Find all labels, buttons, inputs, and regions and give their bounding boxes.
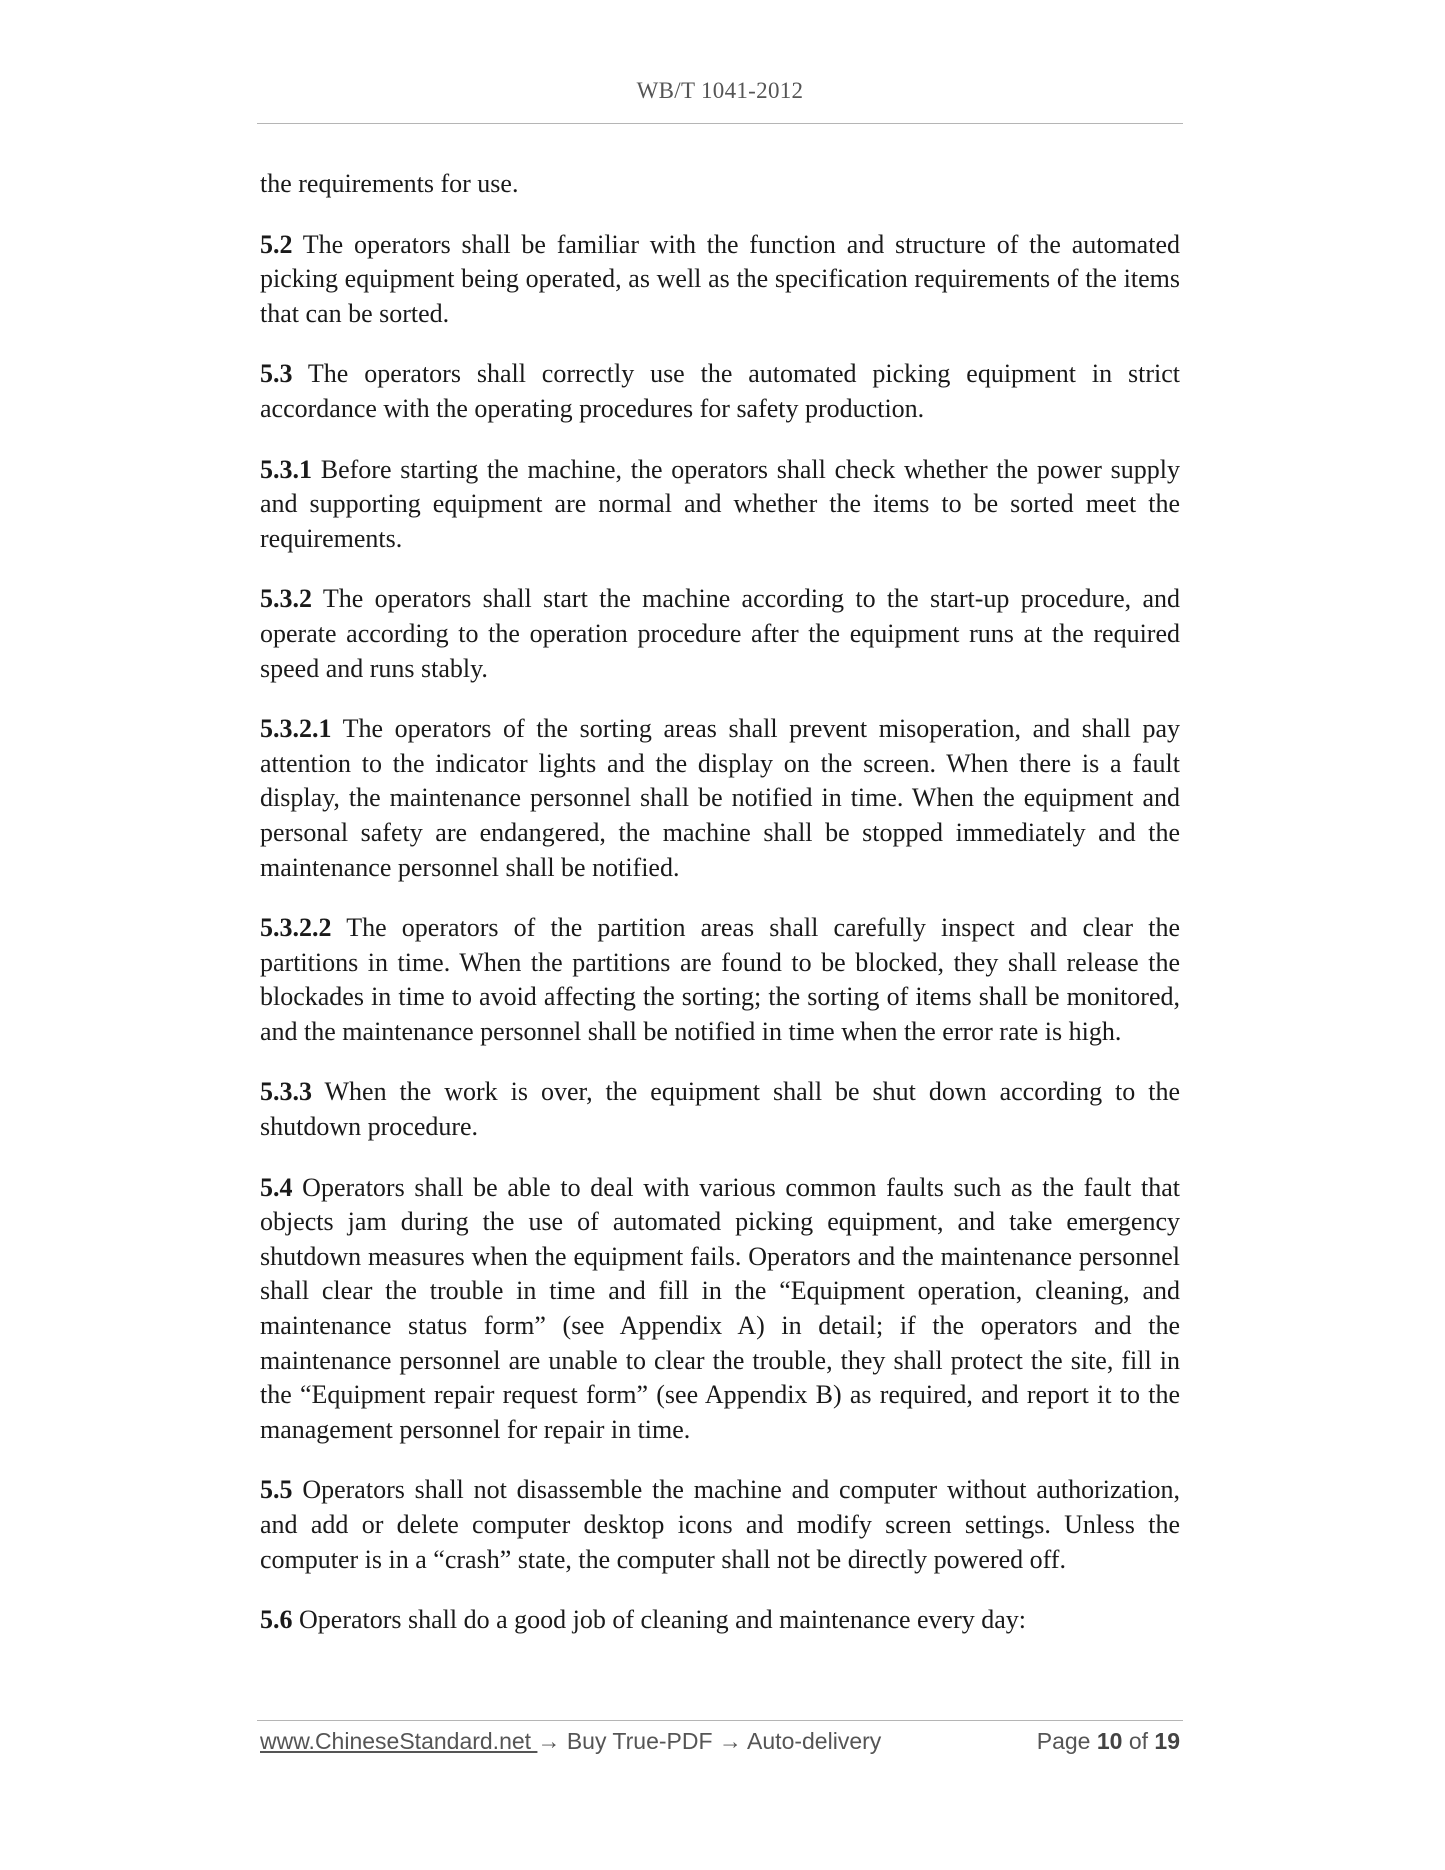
paragraph-text: Operators shall be able to deal with various common faults such as the fault that objects jam during the use of automated picking equipment, and take emergency shutdown measures when the equipment fails. Operators and the maintenance personnel shall clear the trouble in time and fill in the “Equipment operation, cleaning, and maintenance status form” (see Appendix A) in detail; if the operators and the maintenance personnel are unable to clear the trouble, they shall protect the site, fill in the “Equipment repair request form” (see Appendix B) as required, and report it to the management personnel for repair in time. (260, 1172, 1180, 1444)
page-current: 10 (1096, 1728, 1123, 1754)
paragraph-text: The operators shall be familiar with the function and structure of the automated picking equipment being operated, as well as the specification requirements of the items that can be sorted. (260, 229, 1180, 328)
paragraph (260, 228, 1180, 332)
paragraph-text: The operators of the sorting areas shall prevent misoperation, and shall pay attention to the indicator lights and the display on the screen. When there is a fault display, the maintenance personnel shall be notified in time. When the equipment and personal safety are endangered, the machine shall be stopped immediately and the maintenance personnel shall be notified. (260, 714, 1180, 882)
paragraph (260, 453, 1180, 557)
paragraph (260, 357, 1180, 426)
of-word: of (1122, 1728, 1155, 1754)
paragraph-text: Operators shall do a good job of cleaning and maintenance every day: (292, 1605, 1027, 1635)
clause-number: 5.3.3 (260, 1077, 312, 1107)
clause-number: 5.3.2 (260, 584, 312, 614)
paragraph-text: Operators shall not disassemble the machine and computer without authorization, and add or delete computer desktop icons and modify screen settings. Unless the computer is in a “crash” state, the computer shall not be directly powered off. (260, 1475, 1180, 1574)
paragraph (260, 1075, 1180, 1144)
paragraph-text: The operators shall start the machine according to the start-up procedure, and operate according to the operation procedure after the equipment runs at the required speed and runs stably. (260, 584, 1180, 683)
clause-number: 5.5 (260, 1475, 293, 1505)
footer-nav-text: → Buy True-PDF → Auto-delivery (537, 1728, 882, 1754)
clause-number: 5.3 (260, 359, 293, 389)
paragraph (260, 167, 1180, 202)
paragraph (260, 1603, 1180, 1638)
paragraph-text: The operators of the partition areas shall carefully inspect and clear the partitions in time. When the partitions are found to be blocked, they shall release the blockades in time to avoid affecting the sorting; the sorting of items shall be monitored, and the maintenance personnel shall be notified in time when the error rate is high. (260, 913, 1180, 1046)
document-header: WB/T 1041-2012 (636, 78, 804, 103)
paragraph (260, 1171, 1180, 1448)
paragraph (260, 582, 1180, 686)
clause-number: 5.6 (260, 1605, 293, 1635)
paragraph-text: The operators shall correctly use the automated picking equipment in strict accordance with the operating procedures for safety production. (260, 359, 1180, 423)
paragraph (260, 1473, 1180, 1577)
paragraph (260, 911, 1180, 1049)
document-body (260, 167, 1180, 1664)
page-footer (260, 1728, 1180, 1762)
clause-number: 5.3.2.1 (260, 714, 332, 744)
paragraph-text: the requirements for use. (260, 169, 519, 198)
page-indicator (1037, 1728, 1180, 1755)
clause-number: 5.3.2.2 (260, 913, 332, 943)
paragraph-text: When the work is over, the equipment shall be shut down according to the shutdown procedure. (260, 1077, 1180, 1142)
paragraph-text: Before starting the machine, the operators shall check whether the power supply and supporting equipment are normal and whether the items to be sorted meet the requirements. (260, 454, 1180, 553)
clause-number: 5.4 (260, 1172, 293, 1202)
header-divider (257, 123, 1183, 124)
website-link[interactable]: www.ChineseStandard.net (260, 1728, 538, 1754)
clause-number: 5.3.1 (260, 454, 312, 484)
clause-number: 5.2 (260, 229, 293, 259)
footer-links (260, 1728, 881, 1755)
footer-divider (257, 1720, 1183, 1721)
page-word: Page (1036, 1728, 1097, 1754)
page-total: 19 (1154, 1728, 1180, 1754)
paragraph (260, 712, 1180, 885)
